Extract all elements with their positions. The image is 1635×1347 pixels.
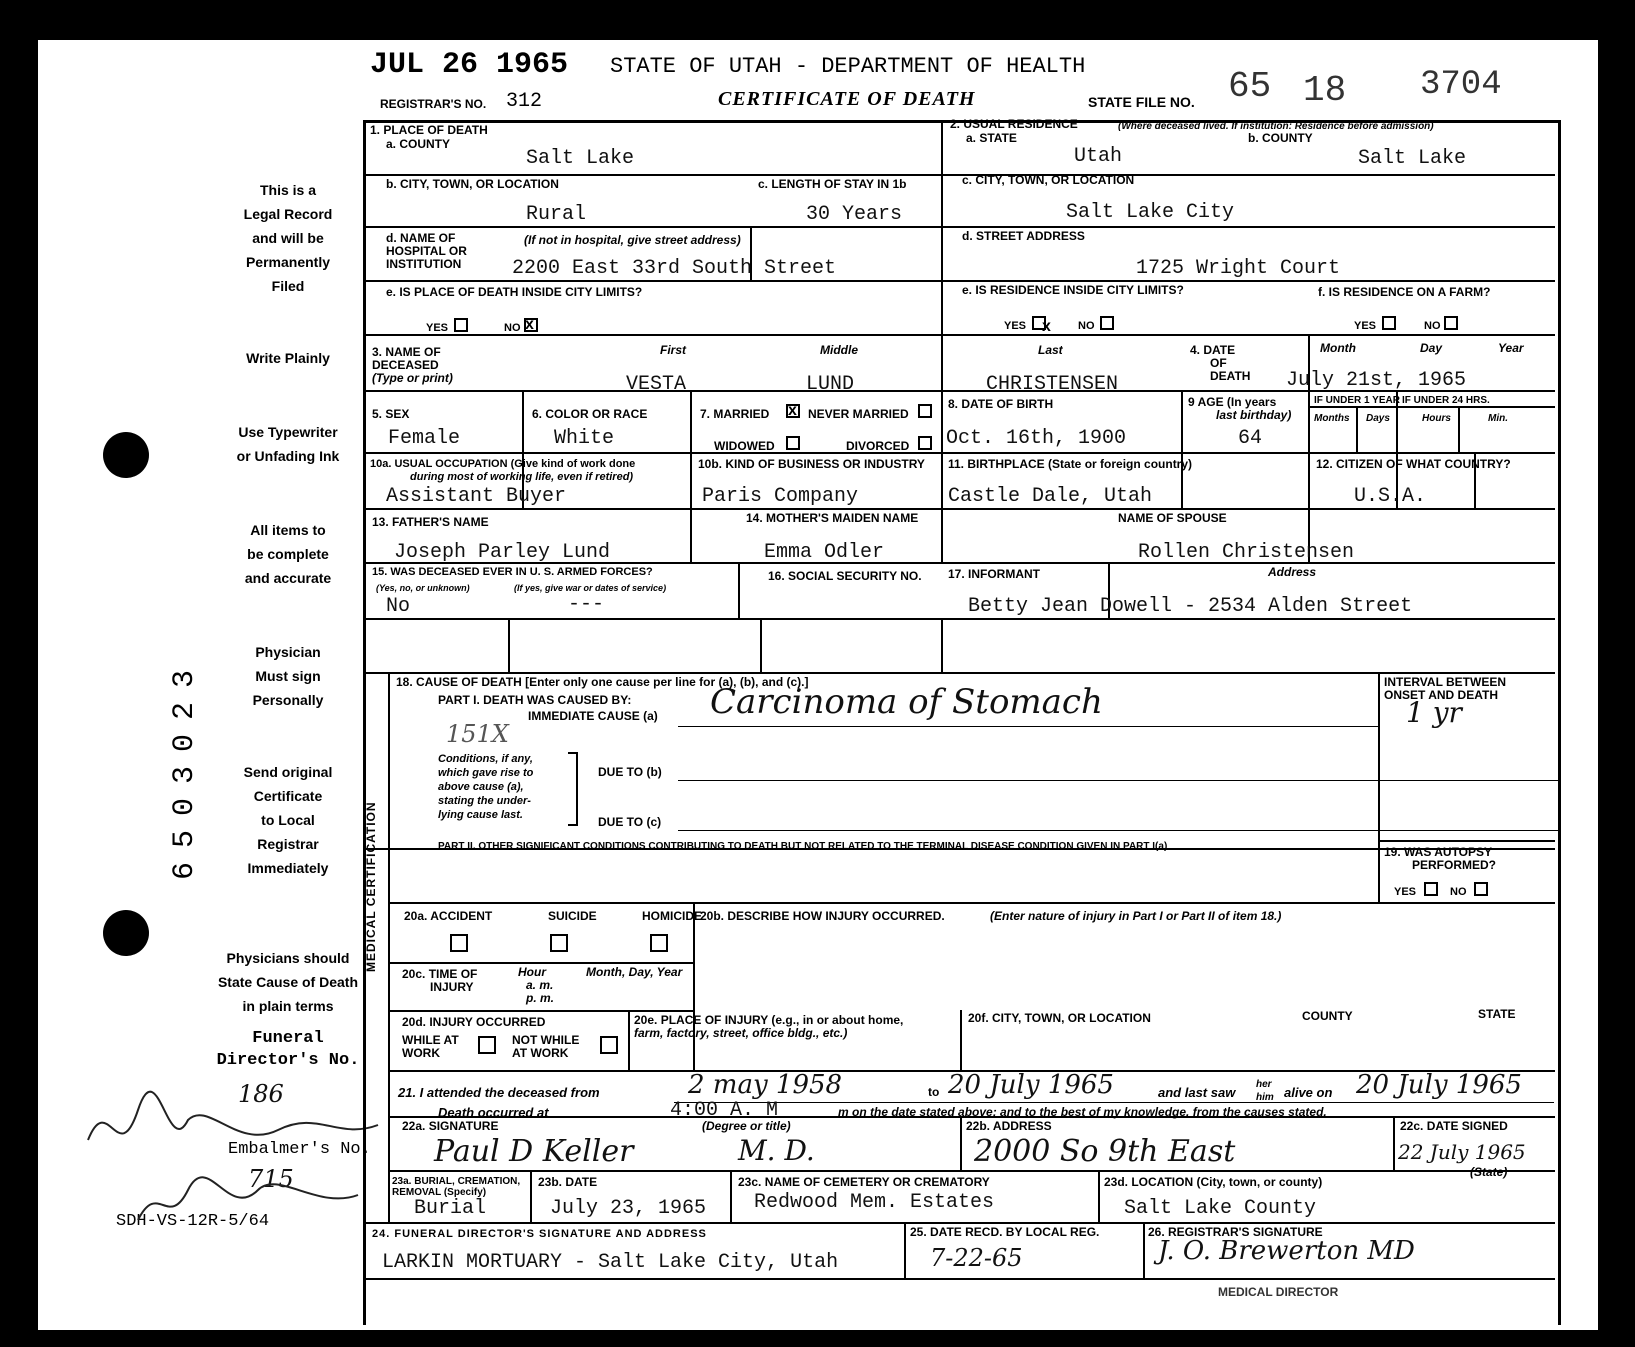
- registrar-signature: J. O. Brewerton MD: [1158, 1236, 1415, 1266]
- widowed-checkbox[interactable]: [786, 436, 800, 450]
- yes-label: YES: [426, 322, 449, 334]
- while-at-work-checkbox[interactable]: [478, 1036, 496, 1054]
- attended-to: 20 July 1965: [948, 1070, 1114, 1100]
- rule: [508, 618, 510, 672]
- funeral-director-scribble: [78, 1070, 408, 1230]
- age-label: 9 AGE (In years last birthday): [1188, 395, 1292, 422]
- homicide-checkbox[interactable]: [650, 934, 668, 952]
- rule: [1308, 390, 1310, 452]
- residence-county: Salt Lake: [1358, 147, 1467, 170]
- state-label: a. STATE: [966, 131, 1017, 145]
- month-day-year-label: Month, Day, Year: [586, 965, 683, 979]
- residence-city: Salt Lake City: [1066, 201, 1235, 224]
- due-to-c-label: DUE TO (c): [598, 815, 662, 829]
- death-city: Rural: [526, 203, 587, 226]
- injury-description-note: (Enter nature of injury in Part I or Part II of item 18.): [990, 909, 1282, 923]
- age: 64: [1238, 427, 1263, 450]
- farm-no-checkbox[interactable]: [1444, 316, 1458, 330]
- min-label: Min.: [1488, 413, 1508, 424]
- autopsy-yes-checkbox[interactable]: [1424, 882, 1438, 896]
- rule: [678, 780, 1558, 781]
- death-occurred-label: Death occurred at: [438, 1105, 549, 1120]
- signature-label: 22a. SIGNATURE: [402, 1119, 499, 1133]
- rule: [1181, 390, 1183, 508]
- hospital-note: (If not in hospital, give street address): [524, 233, 741, 247]
- rule: [1458, 406, 1460, 452]
- year-label: Year: [1498, 341, 1524, 355]
- cause-of-death-label: 18. CAUSE OF DEATH [Enter only one cause per line for (a), (b), and (c).]: [396, 675, 809, 689]
- funeral-no-handwritten: 186: [238, 1080, 284, 1108]
- autopsy-no-checkbox[interactable]: [1474, 882, 1488, 896]
- registrar-number: 312: [506, 90, 543, 113]
- homicide-label: HOMICIDE: [642, 909, 702, 923]
- rule: [1378, 672, 1380, 902]
- date-of-death: July 21st, 1965: [1286, 369, 1467, 392]
- informant: Betty Jean Dowell - 2534 Alden Street: [968, 595, 1413, 618]
- first-name: VESTA: [626, 373, 687, 396]
- location-label: 23d. LOCATION (City, town, or county): [1104, 1175, 1323, 1189]
- middle-name: LUND: [806, 373, 855, 396]
- rule: [365, 334, 1555, 336]
- date-of-death-label: 4. DATE OF DEATH: [1190, 343, 1251, 383]
- accident-checkbox[interactable]: [450, 934, 468, 952]
- informant-label: 17. INFORMANT: [948, 567, 1041, 581]
- length-of-stay: 30 Years: [806, 203, 903, 226]
- yes-label: YES: [1004, 320, 1027, 332]
- interval-label: INTERVAL BETWEEN ONSET AND DEATH: [1384, 675, 1507, 702]
- birth-date-label: 8. DATE OF BIRTH: [948, 397, 1054, 411]
- state-note-label: (State): [1470, 1165, 1508, 1179]
- rule: [941, 120, 943, 390]
- occupation: Assistant Buyer: [386, 485, 567, 508]
- burial-location: Salt Lake County: [1124, 1197, 1317, 1220]
- rule: [365, 1278, 1555, 1280]
- married-label: 7. MARRIED: [700, 407, 770, 421]
- hour-label: Hour a. m. p. m.: [518, 965, 555, 1005]
- farm-label: f. IS RESIDENCE ON A FARM?: [1318, 285, 1491, 299]
- rule: [678, 726, 1378, 727]
- yes-label: YES: [1394, 886, 1417, 898]
- social-security-label: 16. SOCIAL SECURITY NO.: [768, 569, 922, 583]
- father-name: Joseph Parley Lund: [394, 541, 611, 564]
- under-24-hrs-label: IF UNDER 24 HRS.: [1402, 395, 1490, 406]
- funeral-director-label: 24. FUNERAL DIRECTOR'S SIGNATURE AND ADDRESS: [372, 1228, 707, 1240]
- conditions-bracket: [568, 752, 578, 826]
- divorced-label: DIVORCED: [846, 439, 910, 453]
- sidebar-physician: Physician Must sign Personally: [252, 644, 324, 708]
- sidebar-send-original: Send original Certificate to Local Registrar Immediately: [243, 764, 333, 876]
- residence-street: 1725 Wright Court: [1136, 257, 1341, 280]
- rule: [674, 1102, 1554, 1103]
- death-county: Salt Lake: [526, 147, 635, 170]
- physician-degree: M. D.: [738, 1134, 815, 1167]
- residence-city-limits-label: e. IS RESIDENCE INSIDE CITY LIMITS?: [962, 283, 1184, 297]
- length-of-stay-label: c. LENGTH OF STAY IN 1b: [758, 177, 907, 191]
- rule: [941, 452, 943, 562]
- medical-director-label: MEDICAL DIRECTOR: [1218, 1285, 1339, 1299]
- residence-city-limits-no-checkbox[interactable]: [1100, 316, 1114, 330]
- birthplace-label: 11. BIRTHPLACE (State or foreign country): [948, 457, 1193, 471]
- degree-label: (Degree or title): [702, 1119, 791, 1133]
- code-handwritten: 151X: [446, 720, 509, 748]
- interval-value: 1 yr: [1406, 696, 1462, 729]
- cemetery-label: 23c. NAME OF CEMETERY OR CREMATORY: [738, 1175, 990, 1189]
- rule: [365, 672, 1555, 674]
- occupation-label: 10a. USUAL OCCUPATION (Give kind of work done during most of working life, even if retired): [370, 458, 636, 483]
- months-label: Months: [1314, 413, 1350, 424]
- rule: [1396, 390, 1398, 452]
- no-label: NO: [1078, 320, 1095, 332]
- yes-label: YES: [1354, 320, 1377, 332]
- rule: [1378, 840, 1555, 842]
- accident-label: 20a. ACCIDENT: [404, 909, 493, 923]
- rule: [730, 1170, 732, 1222]
- spouse-name: Rollen Christensen: [1138, 541, 1355, 564]
- widowed-label: WIDOWED: [714, 439, 775, 453]
- spouse-label: NAME OF SPOUSE: [1118, 511, 1227, 525]
- rule: [738, 562, 740, 618]
- attended-label: 21. I attended the deceased from: [398, 1085, 600, 1100]
- never-married-label: NEVER MARRIED: [808, 407, 909, 421]
- rule: [365, 174, 1555, 176]
- rule: [628, 1010, 630, 1070]
- disposition: Burial: [414, 1197, 487, 1220]
- her-him-label: her him: [1256, 1079, 1274, 1103]
- certificate-paper: [38, 40, 1598, 1330]
- armed-forces-label: 15. WAS DECEASED EVER IN U. S. ARMED FORCES?: [372, 566, 653, 578]
- immediate-cause: Carcinoma of Stomach: [710, 682, 1103, 722]
- rule: [941, 618, 943, 672]
- rule: [365, 452, 1555, 454]
- injury-county-label: COUNTY: [1302, 1009, 1353, 1023]
- business: Paris Company: [702, 485, 859, 508]
- sidebar-complete: All items to be complete and accurate: [244, 522, 332, 586]
- agency-title: STATE OF UTAH - DEPARTMENT OF HEALTH: [610, 54, 1086, 79]
- place-of-injury-label: 20e. PLACE OF INJURY (e.g., in or about home, farm, factory, street, office bldg., etc.): [634, 1013, 904, 1040]
- rule: [941, 390, 943, 452]
- race-label: 6. COLOR OR RACE: [532, 407, 648, 421]
- while-at-work-label: WHILE AT WORK: [402, 1033, 459, 1060]
- rule: [693, 902, 695, 1070]
- date-signed: 22 July 1965: [1398, 1140, 1526, 1164]
- hospital-address: 2200 East 33rd South Street: [512, 257, 837, 280]
- death-city-limits-yes-checkbox[interactable]: [454, 318, 468, 332]
- rule: [365, 1222, 1555, 1224]
- suicide-checkbox[interactable]: [550, 934, 568, 952]
- days-label: Days: [1366, 413, 1390, 424]
- never-married-checkbox[interactable]: [918, 404, 932, 418]
- disposition-label: 23a. BURIAL, CREMATION, REMOVAL (Specify): [392, 1176, 521, 1198]
- date-stamp: JUL 26 1965: [370, 48, 569, 82]
- citizenship: U.S.A.: [1354, 485, 1427, 508]
- day-label: Day: [1420, 341, 1443, 355]
- injury-occurred-label: 20d. INJURY OCCURRED: [402, 1015, 546, 1029]
- to-label: to: [928, 1085, 940, 1099]
- part2-label: PART II. OTHER SIGNIFICANT CONDITIONS CONTRIBUTING TO DEATH BUT NOT RELATED TO THE TERMINAL DISEASE CONDITION GIVEN IN PART I(a): [438, 841, 1168, 852]
- address-label: Address: [1268, 565, 1317, 579]
- vertical-number: 6503023: [168, 655, 202, 880]
- war-dates-note: (If yes, give war or dates of service): [514, 583, 667, 593]
- injury-description-label: 20b. DESCRIBE HOW INJURY OCCURRED.: [700, 909, 945, 923]
- last-saw-label: and last saw: [1158, 1085, 1236, 1100]
- rule: [960, 1116, 962, 1170]
- armed-forces: No: [386, 595, 411, 618]
- part1-label: PART I. DEATH WAS CAUSED BY:: [438, 693, 632, 707]
- birthplace: Castle Dale, Utah: [948, 485, 1153, 508]
- registrar-label: REGISTRAR'S NO.: [380, 97, 487, 111]
- autopsy-label: 19. WAS AUTOPSY PERFORMED?: [1384, 845, 1496, 872]
- last-label: Last: [1038, 343, 1063, 357]
- date-received: 7-22-65: [930, 1244, 1023, 1272]
- sidebar-funeral-no: Funeral Director's No.: [216, 1029, 360, 1070]
- physician-address: 2000 So 9th East: [974, 1134, 1236, 1169]
- sex: Female: [388, 427, 461, 450]
- embalmer-no-handwritten: 715: [248, 1165, 294, 1193]
- first-label: First: [660, 343, 687, 357]
- checkmark-x: x: [1042, 318, 1051, 335]
- funeral-director: LARKIN MORTUARY - Salt Lake City, Utah: [382, 1251, 839, 1274]
- form-number: SDH-VS-12R-5/64: [116, 1212, 270, 1231]
- sidebar-embalmer-no: Embalmer's No.: [228, 1140, 371, 1159]
- best-knowledge-label: m on the date stated above; and to the best of my knowledge, from the causes stated.: [838, 1105, 1327, 1119]
- no-label: NO: [1450, 886, 1467, 898]
- residence-state: Utah: [1074, 145, 1123, 168]
- sidebar-typewriter: Use Typewriter or Unfading Ink: [236, 424, 340, 464]
- hospital-label: d. NAME OF HOSPITAL OR INSTITUTION: [386, 231, 467, 271]
- rule: [904, 1222, 906, 1278]
- father-name-label: 13. FATHER'S NAME: [372, 515, 489, 529]
- month-label: Month: [1320, 341, 1356, 355]
- divorced-checkbox[interactable]: [918, 436, 932, 450]
- burial-date-label: 23b. DATE: [538, 1175, 598, 1189]
- rule: [365, 508, 1555, 510]
- rule: [388, 1010, 693, 1012]
- death-time: 4:00 A. M: [670, 1099, 779, 1122]
- not-while-at-work-label: NOT WHILE AT WORK: [512, 1033, 580, 1060]
- physician-address-label: 22b. ADDRESS: [966, 1119, 1052, 1133]
- residence-city-label: c. CITY, TOWN, OR LOCATION: [962, 173, 1135, 187]
- sidebar-legal: This is a Legal Record and will be Permanently Filed: [243, 182, 333, 294]
- last-seen-date: 20 July 1965: [1356, 1070, 1522, 1100]
- cemetery: Redwood Mem. Estates: [754, 1191, 995, 1214]
- sidebar-cause-plain: Physicians should State Cause of Death in plain terms: [217, 950, 359, 1014]
- usual-residence-label: 2. USUAL RESIDENCE: [950, 117, 1078, 131]
- business-label: 10b. KIND OF BUSINESS OR INDUSTRY: [698, 457, 925, 471]
- punch-hole-top: [103, 432, 149, 478]
- rule: [1393, 1116, 1395, 1170]
- not-while-at-work-checkbox[interactable]: [600, 1036, 618, 1054]
- no-label: NO: [504, 322, 521, 334]
- rule: [522, 390, 524, 452]
- rule: [388, 962, 693, 964]
- due-to-b-label: DUE TO (b): [598, 765, 662, 779]
- rule: [1098, 1170, 1100, 1222]
- rule: [960, 1010, 962, 1070]
- rule: [1308, 406, 1555, 408]
- state-file-number-1: 65: [1228, 66, 1272, 107]
- farm-yes-checkbox[interactable]: [1382, 316, 1396, 330]
- rule: [388, 902, 1555, 904]
- rule: [388, 672, 390, 1222]
- rule: [690, 452, 692, 562]
- state-file-label: STATE FILE NO.: [1088, 94, 1195, 110]
- sex-label: 5. SEX: [372, 407, 410, 421]
- rule: [678, 830, 1558, 831]
- punch-hole-bottom: [103, 910, 149, 956]
- suicide-label: SUICIDE: [548, 909, 597, 923]
- rule: [690, 390, 692, 452]
- rule: [365, 226, 1555, 228]
- alive-on-label: alive on: [1284, 1085, 1333, 1100]
- registrar-signature-label: 26. REGISTRAR'S SIGNATURE: [1148, 1225, 1323, 1239]
- state-file-number-3: 3704: [1420, 66, 1502, 104]
- conditions-label: Conditions, if any, which gave rise to above cause (a), stating the under- lying cause last.: [438, 753, 534, 821]
- injury-city-label: 20f. CITY, TOWN, OR LOCATION: [968, 1011, 1151, 1025]
- street-address-label: d. STREET ADDRESS: [962, 229, 1085, 243]
- rule: [530, 1170, 532, 1222]
- date-received-label: 25. DATE RECD. BY LOCAL REG.: [910, 1225, 1100, 1239]
- checkmark-x: x: [788, 402, 797, 419]
- war-dates: ---: [568, 593, 605, 616]
- usual-residence-note: (Where deceased lived. If institution: Residence before admission): [1118, 121, 1434, 132]
- middle-label: Middle: [820, 343, 858, 357]
- under-1-year-label: IF UNDER 1 YEAR: [1314, 395, 1400, 406]
- medical-certification-label: MEDICAL CERTIFICATION: [364, 801, 378, 972]
- immediate-cause-label: IMMEDIATE CAUSE (a): [528, 709, 658, 723]
- county-label: a. COUNTY: [386, 137, 451, 151]
- injury-state-label: STATE: [1478, 1007, 1516, 1021]
- rule: [365, 618, 1555, 620]
- race: White: [554, 427, 615, 450]
- rule: [388, 1170, 1555, 1172]
- hours-label: Hours: [1422, 413, 1451, 424]
- birth-date: Oct. 16th, 1900: [946, 427, 1127, 450]
- mother-name: Emma Odler: [764, 541, 885, 564]
- time-of-injury-label: 20c. TIME OF INJURY: [402, 967, 478, 994]
- state-file-number-2: 18: [1303, 70, 1347, 111]
- physician-signature: Paul D Keller: [434, 1134, 634, 1169]
- no-label: NO: [1424, 320, 1441, 332]
- rule: [365, 280, 1555, 282]
- place-of-death-label: 1. PLACE OF DEATH: [370, 123, 488, 137]
- sidebar-write-plainly: Write Plainly: [246, 350, 330, 366]
- citizen-label: 12. CITIZEN OF WHAT COUNTRY?: [1316, 457, 1511, 471]
- certificate-title: CERTIFICATE OF DEATH: [718, 88, 976, 110]
- burial-date: July 23, 1965: [550, 1197, 707, 1220]
- deceased-name-label: 3. NAME OF DECEASED (Type or print): [372, 345, 453, 385]
- city-label: b. CITY, TOWN, OR LOCATION: [386, 177, 559, 191]
- inside-city-limits-label: e. IS PLACE OF DEATH INSIDE CITY LIMITS?: [386, 285, 643, 299]
- residence-county-label: b. COUNTY: [1248, 131, 1313, 145]
- last-name: CHRISTENSEN: [986, 373, 1119, 396]
- date-signed-label: 22c. DATE SIGNED: [1400, 1119, 1508, 1133]
- attended-from: 2 may 1958: [688, 1070, 843, 1100]
- mother-name-label: 14. MOTHER'S MAIDEN NAME: [746, 511, 919, 525]
- rule: [1143, 1222, 1145, 1278]
- rule: [760, 618, 762, 672]
- armed-forces-note: (Yes, no, or unknown): [376, 583, 470, 593]
- rule: [1356, 406, 1358, 452]
- checkmark-x: x: [525, 316, 534, 333]
